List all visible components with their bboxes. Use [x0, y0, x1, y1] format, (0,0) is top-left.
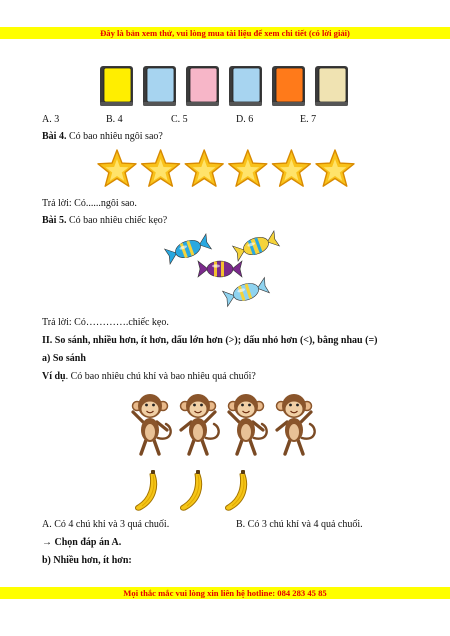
monkey-icon	[229, 394, 267, 454]
stars-illustration	[96, 148, 356, 190]
banana-icon	[136, 470, 157, 510]
question-4-answer: Trả lời: Có......ngôi sao.	[42, 198, 137, 209]
question-5-number: Bài 5.	[42, 215, 67, 226]
book-icon	[186, 66, 219, 106]
subsection-a-heading: a) So sánh	[42, 353, 86, 364]
book-icon	[229, 66, 262, 106]
star-icon	[229, 150, 267, 186]
monkey-icon	[133, 394, 171, 454]
star-icon	[272, 150, 310, 186]
subsection-b-heading: b) Nhiều hơn, ít hơn:	[42, 555, 132, 566]
star-icon	[316, 150, 354, 186]
monkey-icon	[181, 394, 219, 454]
star-icon	[98, 150, 136, 186]
example-text: . Có bao nhiêu chú khỉ và bao nhiêu quả chuối?	[65, 371, 256, 382]
banana-icon	[181, 470, 202, 510]
star-icon	[185, 150, 223, 186]
question-4	[42, 130, 163, 143]
example-question	[42, 370, 256, 383]
question-4-number: Bài 4.	[42, 131, 67, 142]
option-d: D. 6	[236, 114, 254, 125]
candies-illustration	[168, 232, 288, 308]
example-label: Ví dụ	[42, 371, 66, 382]
candy-icon	[198, 261, 242, 277]
book-icon	[143, 66, 176, 106]
question-5	[42, 214, 167, 227]
candy-icon	[223, 278, 270, 307]
question-4-text: Có bao nhiêu ngôi sao?	[66, 131, 163, 142]
example-answer: → Chọn đáp án A.	[42, 537, 122, 548]
star-icon	[142, 150, 180, 186]
book-icon	[272, 66, 305, 106]
books-illustration	[96, 60, 356, 110]
banana-icon	[226, 470, 247, 510]
candy-icon	[233, 231, 280, 261]
example-option-a: A. Có 4 chú khỉ và 3 quả chuối.	[42, 519, 170, 530]
book-icon	[100, 66, 133, 106]
monkeys-illustration	[128, 392, 328, 458]
question-5-answer: Trả lời: Có………….chiếc kẹo.	[42, 317, 169, 328]
question-5-text: Có bao nhiêu chiếc kẹo?	[66, 215, 168, 226]
option-b: B. 4	[106, 114, 123, 125]
hotline-banner: Mọi thắc mắc vui lòng xin liên hệ hotline: 084 283 45 85	[0, 587, 450, 599]
bananas-illustration	[128, 468, 268, 512]
book-icon	[315, 66, 348, 106]
option-c: C. 5	[171, 114, 188, 125]
example-option-b: B. Có 3 chú khỉ và 4 quả chuối.	[236, 519, 363, 530]
candy-icon	[165, 234, 212, 264]
preview-banner: Đây là bản xem thử, vui lòng mua tài liệu để xem chi tiết (có lời giải)	[0, 27, 450, 39]
option-e: E. 7	[300, 114, 317, 125]
option-a: A. 3	[42, 114, 60, 125]
section-2-heading: II. So sánh, nhiều hơn, ít hơn, dấu lớn hơn (>); dấu nhỏ hơn (<), bằng nhau (=)	[42, 335, 378, 346]
monkey-icon	[277, 394, 315, 454]
